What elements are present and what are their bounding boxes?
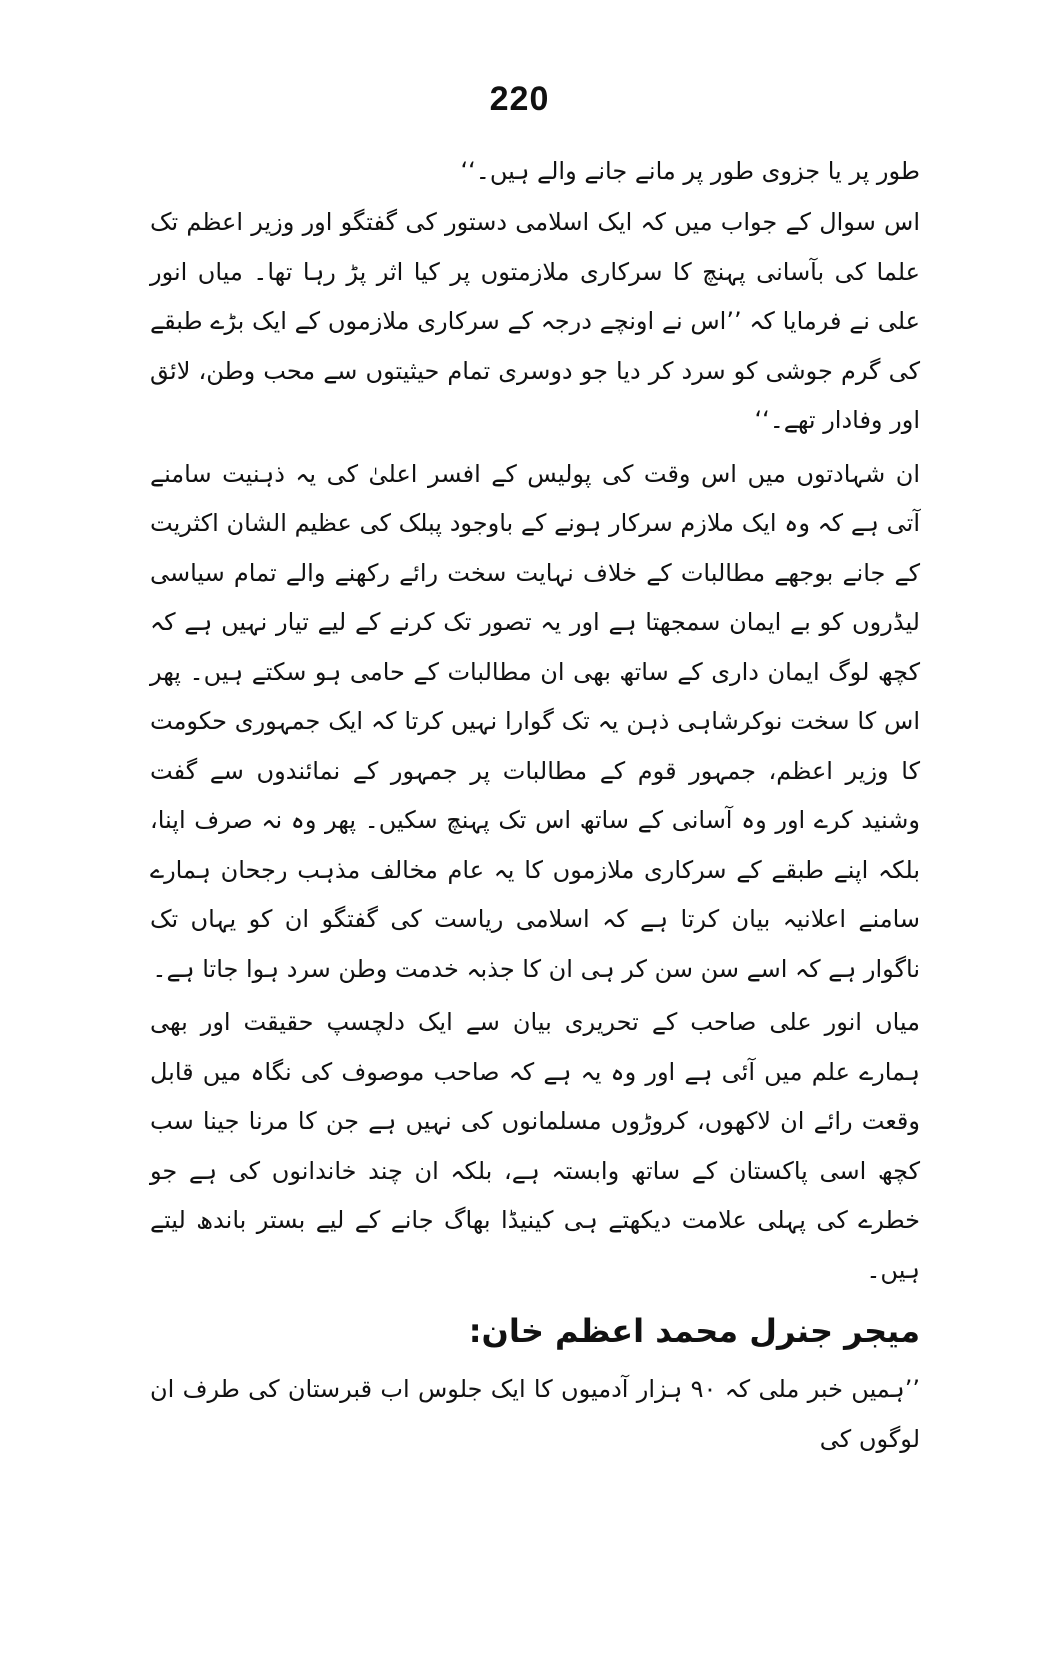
- section-heading: میجر جنرل محمد اعظم خان:: [468, 1312, 920, 1350]
- paragraph-written-statement: میاں انور علی صاحب کے تحریری بیان سے ایک دلچسپ حقیقت اور بھی ہمارے علم میں آئی ہے اور وہ یہ ہے کہ صاحب موصوف کی نگاہ میں قابل وقعت رائے ان لاکھوں، کروڑوں مسلمانوں کی نہیں ہے جن کا مرنا جینا سب کچھ اسی پاکستان کے ساتھ وابستہ ہے، بلکہ ان چند خاندانوں کی ہے جو خطرے کی پہلی علامت دیکھتے ہی کینیڈا بھاگ جانے کے لیے بستر باندھ لیتے ہیں۔: [150, 1008, 920, 1284]
- paragraph-quotation: ’’ہمیں خبر ملی کہ ۹۰ ہزار آدمیوں کا ایک جلوس اب قبرستان کی طرف ان لوگوں کی: [150, 1375, 921, 1453]
- page-body: [150, 148, 920, 1464]
- page-number: 220: [489, 80, 550, 118]
- paragraph-anwar-ali-statement: اس سوال کے جواب میں کہ ایک اسلامی دستور کی گفتگو اور وزیر اعظم تک علما کی بآسانی پہنچ کا سرکاری ملازمتوں پر کیا اثر پڑ رہا تھا۔ میاں انور علی نے فرمایا کہ ’’اس نے اونچے درجہ کے سرکاری ملازموں کے ایک بڑے طبقے کی گرم جوشی کو سرد کر دیا جو دوسری تمام حیثیتوں سے محب وطن، لائق اور وفادار تھے۔‘‘: [150, 208, 920, 434]
- paragraph-continuation: طور پر یا جزوی طور پر مانے جانے والے ہیں۔‘‘: [460, 157, 920, 185]
- paragraph-police-officer-mindset: ان شہادتوں میں اس وقت کی پولیس کے افسر اعلیٰ کی یہ ذہنیت سامنے آتی ہے کہ وہ ایک ملازم سرکار ہونے کے باوجود پبلک کی عظیم الشان اکثریت کے جانے بوجھے مطالبات کے خلاف نہایت سخت رائے رکھنے والے تمام سیاسی لیڈروں کو بے ایمان سمجھتا ہے اور یہ تصور تک کرنے کے لیے تیار نہیں ہے کہ کچھ لوگ ایمان داری کے ساتھ بھی ان مطالبات کے حامی ہو سکتے ہیں۔ پھر اس کا سخت نوکرشاہی ذہن یہ تک گوارا نہیں کرتا کہ ایک جمہوری حکومت کا وزیر اعظم، جمہور قوم کے مطالبات پر جمہور کے نمائندوں سے گفت وشنید کرے اور وہ آسانی کے ساتھ اس تک پہنچ سکیں۔ پھر وہ نہ صرف اپنا، بلکہ اپنے طبقے کے سرکاری ملازموں کا یہ عام مخالف مذہب رجحان ہمارے سامنے اعلانیہ بیان کرتا ہے کہ اسلامی ریاست کی گفتگو ان کو یہاں تک ناگوار ہے کہ اسے سن سن کر ہی ان کا جذبہ خدمت وطن سرد ہوا جاتا ہے۔: [150, 459, 920, 983]
